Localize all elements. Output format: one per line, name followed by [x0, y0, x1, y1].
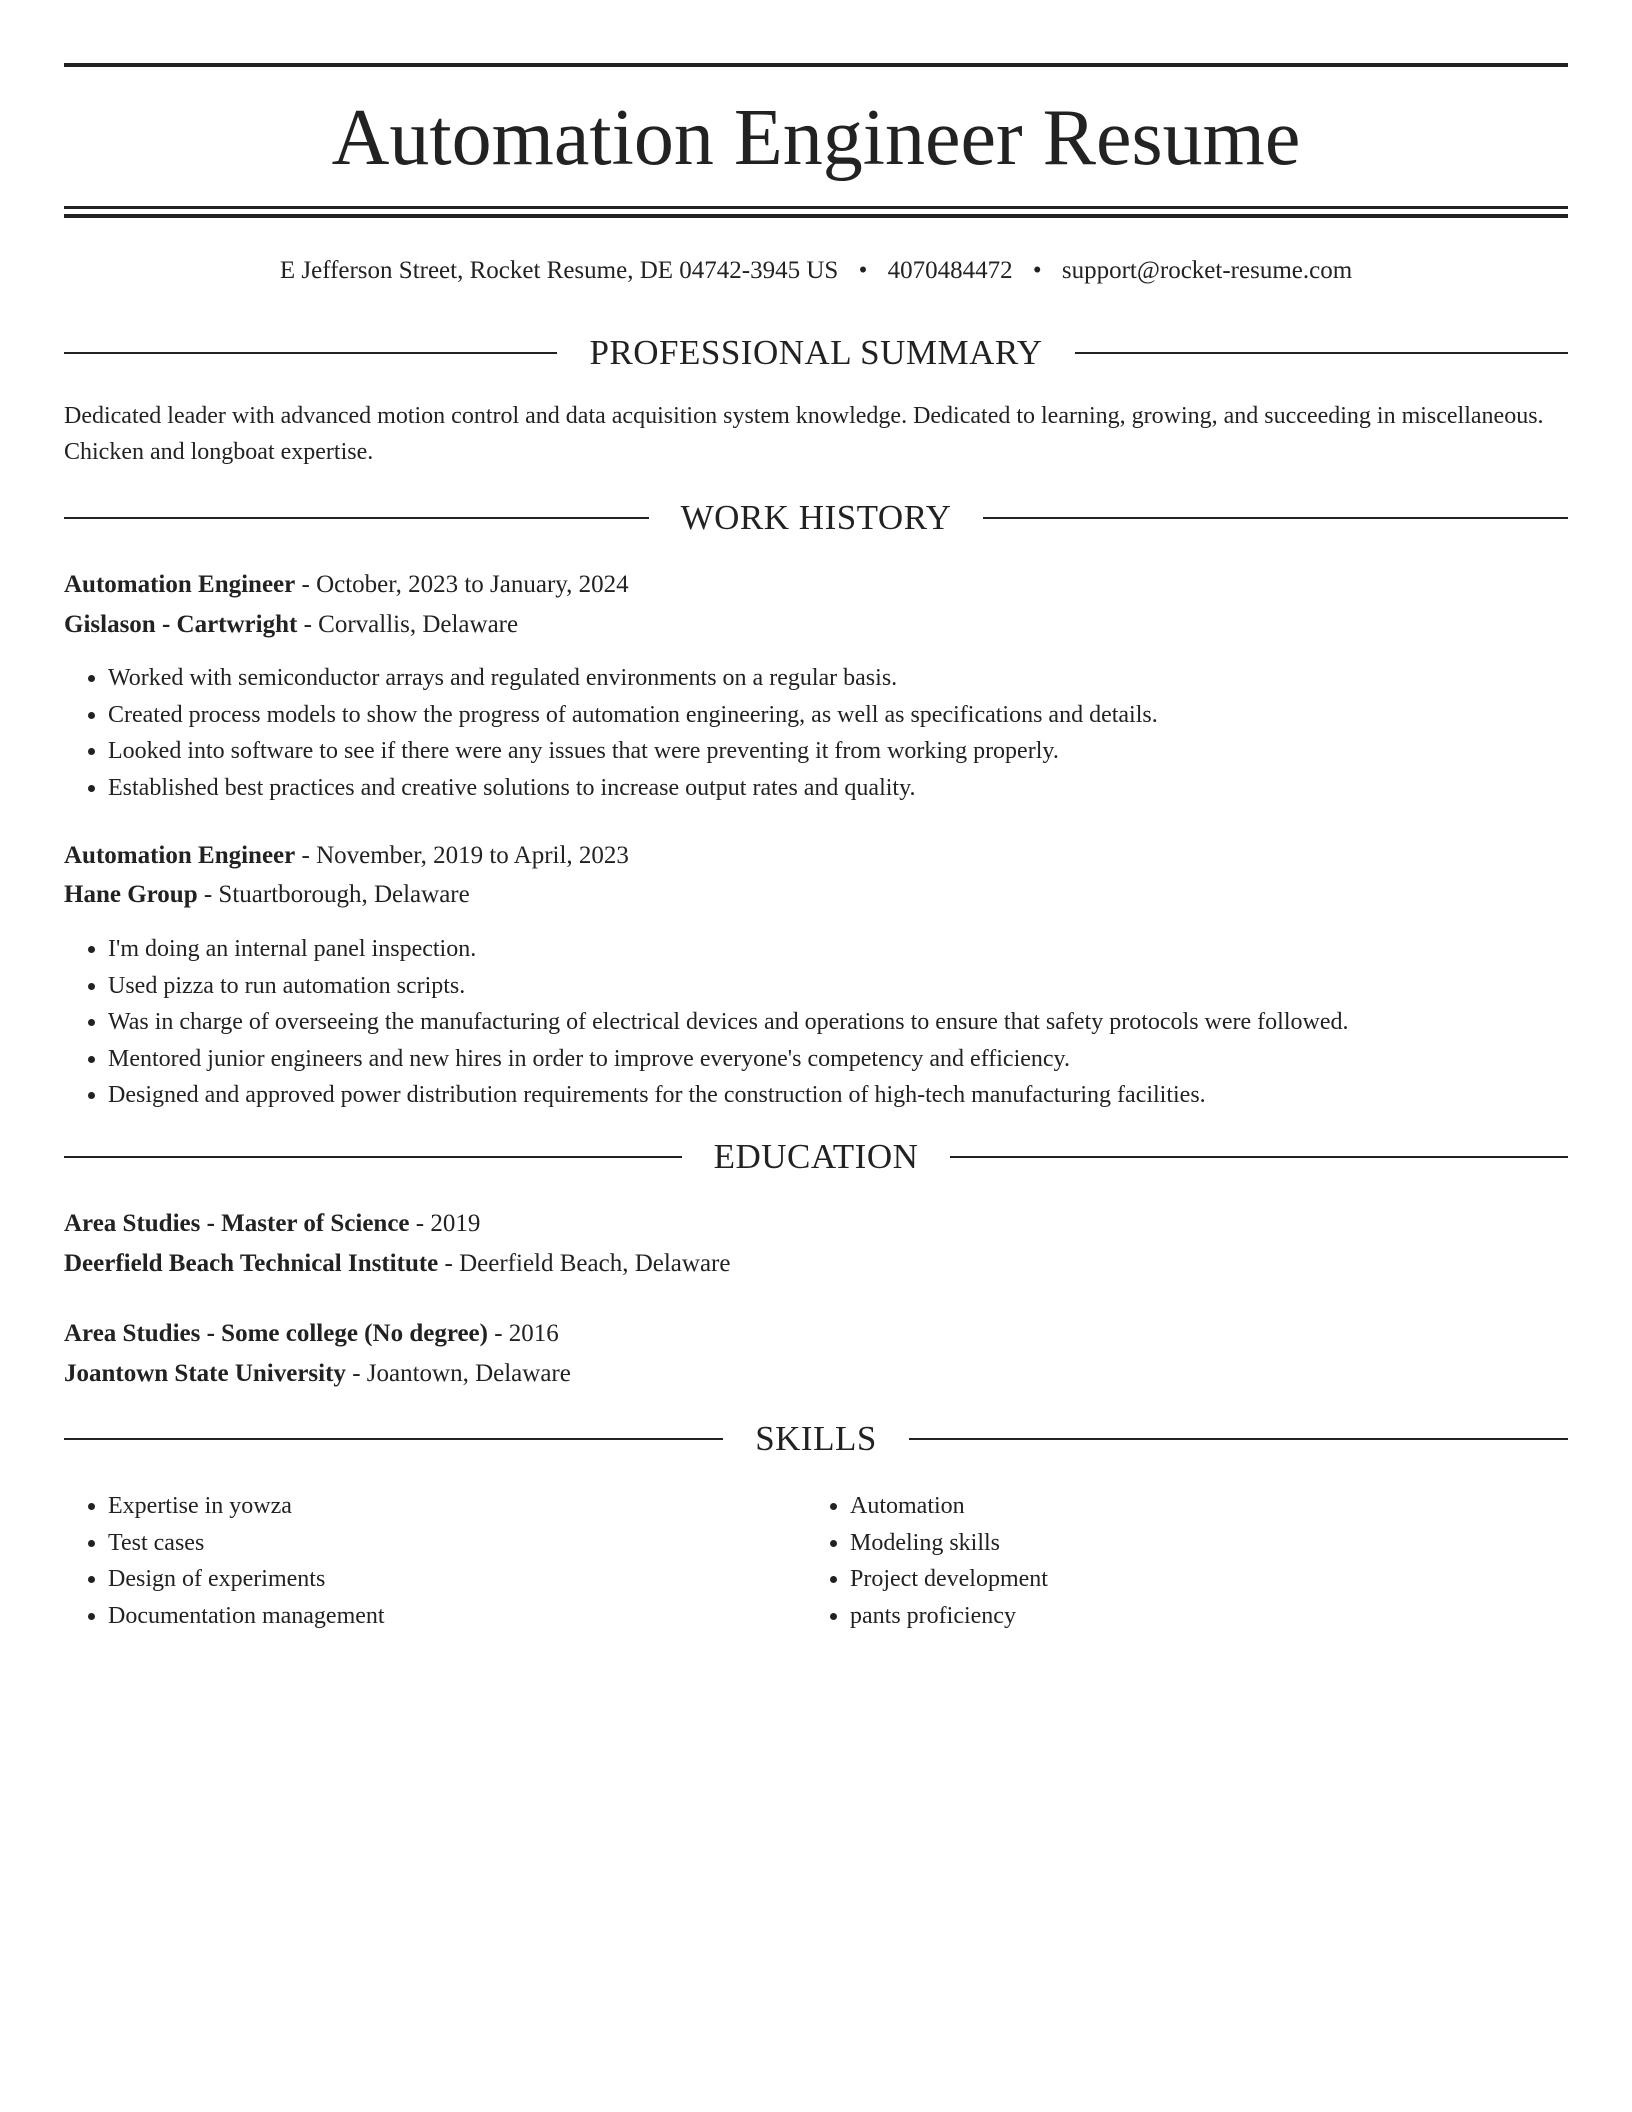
contact-separator: •: [858, 257, 868, 284]
job-company: Gislason - Cartwright: [64, 611, 298, 638]
section-heading-skills: [64, 1417, 1568, 1461]
education-degree: Area Studies - Master of Science: [64, 1210, 410, 1237]
education-year: - 2016: [487, 1320, 559, 1347]
skill-item: • Modeling skills: [850, 1525, 1550, 1562]
contact-phone: 4070484472: [887, 257, 1013, 284]
skills-list-left: [64, 1488, 808, 1634]
list-item: • Mentored junior engineers and new hires in order to improve everyone's competency and efficiency.: [108, 1041, 1349, 1078]
skill-item: • Design of experiments: [108, 1561, 808, 1598]
job-company: Hane Group: [64, 881, 198, 908]
section-heading-label: SKILLS: [755, 1419, 877, 1458]
job-title: Automation Engineer: [64, 571, 296, 598]
education-location: - Joantown, Delaware: [345, 1360, 571, 1387]
skill-item: • Test cases: [108, 1525, 808, 1562]
education-degree-line: [64, 1206, 480, 1242]
list-item: • Worked with semiconductor arrays and regulated environments on a regular basis.: [108, 660, 1158, 697]
skill-item: • pants proficiency: [850, 1598, 1550, 1635]
resume-title: Automation Engineer Resume: [331, 94, 1301, 182]
job-location: - Stuartborough, Delaware: [197, 881, 470, 908]
contact-line: [64, 253, 1568, 289]
education-degree-line: [64, 1316, 559, 1352]
skill-item: • Expertise in yowza: [108, 1488, 808, 1525]
job-bullets: [64, 660, 1158, 806]
skill-item: • Automation: [850, 1488, 1550, 1525]
summary-text: Dedicated leader with advanced motion control and data acquisition system knowledge. Dedicated to learning, growing, and succeeding in miscellaneous. Chicken and longboat expertise.: [64, 403, 1544, 465]
section-heading-label: EDUCATION: [713, 1137, 919, 1176]
list-item: • Was in charge of overseeing the manufacturing of electrical devices and operations to ensure that safety protocols were followed.: [108, 1004, 1349, 1041]
list-item: • Looked into software to see if there were any issues that were preventing it from working properly.: [108, 733, 1158, 770]
job-bullets: [64, 931, 1349, 1114]
job-title-line: [64, 567, 629, 603]
skills-list-right: [806, 1488, 1550, 1634]
education-degree: Area Studies - Some college (No degree): [64, 1320, 488, 1347]
list-item: • Created process models to show the progress of automation engineering, as well as specifications and details.: [108, 697, 1158, 734]
education-school: Joantown State University: [64, 1360, 346, 1387]
title-double-rule: [64, 206, 1568, 218]
list-item: • Established best practices and creative solutions to increase output rates and quality.: [108, 770, 1158, 807]
job-title-line: [64, 838, 629, 874]
section-heading-summary: [64, 331, 1568, 375]
job-company-line: [64, 877, 470, 913]
contact-separator: •: [1032, 257, 1042, 284]
list-item: • Used pizza to run automation scripts.: [108, 968, 1349, 1005]
education-school-line: [64, 1356, 571, 1392]
skill-item: • Project development: [850, 1561, 1550, 1598]
contact-email: support@rocket-resume.com: [1061, 257, 1353, 284]
education-location: - Deerfield Beach, Delaware: [438, 1250, 731, 1277]
education-school-line: [64, 1246, 730, 1282]
education-school: Deerfield Beach Technical Institute: [64, 1250, 439, 1277]
skill-item: • Documentation management: [108, 1598, 808, 1635]
job-dates: - November, 2019 to April, 2023: [295, 842, 629, 869]
top-rule: [64, 63, 1568, 67]
job-location: - Corvallis, Delaware: [297, 611, 519, 638]
section-heading-label: PROFESSIONAL SUMMARY: [589, 333, 1043, 372]
job-title: Automation Engineer: [64, 842, 296, 869]
section-heading-work: [64, 496, 1568, 540]
section-heading-label: WORK HISTORY: [680, 498, 952, 537]
section-heading-education: [64, 1135, 1568, 1179]
contact-address: E Jefferson Street, Rocket Resume, DE 04742-3945 US: [279, 257, 839, 284]
job-company-line: [64, 607, 518, 643]
list-item: • I'm doing an internal panel inspection.: [108, 931, 1349, 968]
list-item: • Designed and approved power distribution requirements for the construction of high-tech manufacturing facilities.: [108, 1077, 1349, 1114]
education-year: - 2019: [409, 1210, 481, 1237]
job-dates: - October, 2023 to January, 2024: [295, 571, 629, 598]
